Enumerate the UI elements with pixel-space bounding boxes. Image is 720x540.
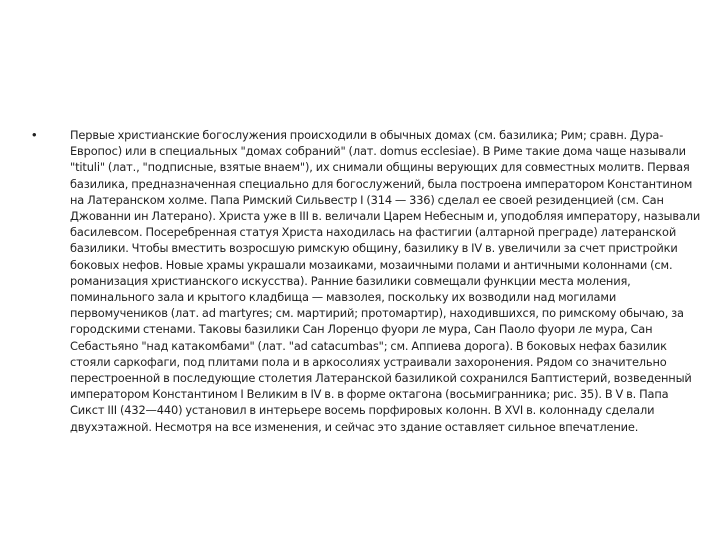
list-item — [30, 127, 702, 435]
body-paragraph: Первые христианские богослужения происходили в обычных домах (см. базилика; Рим; сравн. Дура-Европос) или в специальных "домах собраний" (лат. domus ecclesiae). В Риме такие дома чаще называли "tituli" (лат., "подписные, взятые внаем"), их снимали общины верующих для совместных молитв. Первая базилика, предназначенная специально для богослужений, была построена императором Константином на Латеранском холме. Папа Римский Сильвестр I (314 — 336) сделал ее своей резиденцией (см. Сан Джованни ин Латерано). Христа уже в III в. величали Царем Небесным и, уподобляя императору, называли басилевсом. Посеребренная статуя Христа находилась на фастигии (алтарной преграде) латеранской базилики. Чтобы вместить возросшую римскую общину, базилику в IV в. увеличили за счет пристройки боковых нефов. Новые храмы украшали мозаиками, мозаичными полами и античными колоннами (см. романизация христианского искусства). Ранние базилики совмещали функции места моления, поминального зала и крытого кладбища — мавзолея, поскольку их возводили над могилами первомучеников (лат. ad martyres; см. мартирий; протомартир), находившихся, по римскому обычаю, за городскими стенами. Таковы базилики Сан Лоренцо фуори ле мура, Сан Паоло фуори ле мура, Сан Себастьяно "над катакомбами" (лат. "ad catacumbas"; см. Аппиева дорога). В боковых нефах базилик стояли саркофаги, под плитами пола и в аркосолиях устраивали захоронения. Рядом со значительно перестроенной в последующие столетия Латеранской базиликой сохранился Баптистерий, возведенный императором Константином I Великим в IV в. в форме октагона (восьмигранника; рис. 35). В V в. Папа Сикст III (432—440) установил в интерьере восемь порфировых колонн. В XVI в. колоннаду сделали двухэтажной. Несмотря на все изменения, и сейчас это здание оставляет сильное впечатление. — [70, 128, 701, 434]
bullet-dot-icon: • — [32, 127, 37, 142]
bullet-list — [30, 127, 702, 435]
